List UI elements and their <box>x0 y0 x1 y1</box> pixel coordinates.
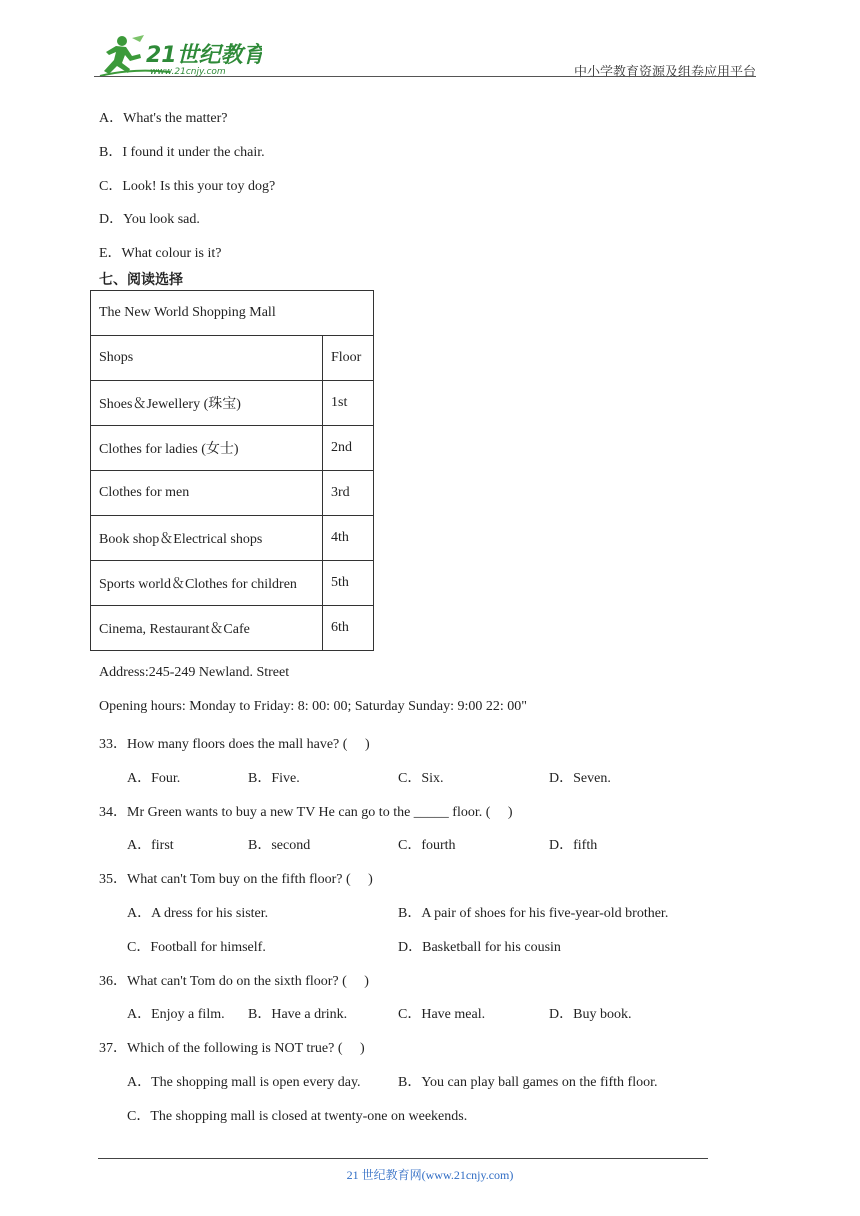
mall-address: Address:245-249 Newland. Street <box>99 665 290 680</box>
question-37-stem: 37．Which of the following is NOT true? ( ) <box>99 1041 365 1056</box>
opening-hours: Opening hours: Monday to Friday: 8: 00: 00; Saturday Sunday: 9:00 22: 00" <box>99 699 528 714</box>
table-title: The New World Shopping Mall <box>91 291 374 336</box>
q36-option-c[interactable]: C．Have meal. <box>398 1007 486 1022</box>
shop-cell: Shoes＆Jewellery (珠宝) <box>91 381 323 426</box>
section-title: 七、阅读选择 <box>99 273 183 288</box>
q37-option-c[interactable]: C．The shopping mall is closed at twenty-one on weekends. <box>127 1109 468 1124</box>
q35-option-b[interactable]: B．A pair of shoes for his five-year-old brother. <box>398 906 669 921</box>
footer-link[interactable]: 21 世纪教育网(www.21cnjy.com) <box>346 1168 514 1182</box>
q36-option-b[interactable]: B．Have a drink. <box>248 1007 348 1022</box>
floor-cell: 5th <box>323 561 374 606</box>
prev-option-e: E．What colour is it? <box>99 246 222 261</box>
table-row <box>91 381 374 426</box>
floor-cell: 4th <box>323 516 374 561</box>
question-35-stem: 35．What can't Tom buy on the fifth floor? ( ) <box>99 872 373 887</box>
q33-option-d[interactable]: D．Seven. <box>549 771 611 786</box>
table-row <box>91 426 374 471</box>
prev-option-a: A．What's the matter? <box>99 111 228 126</box>
q35-option-c[interactable]: C．Football for himself. <box>127 940 266 955</box>
logo-url: www.21cnjy.com <box>150 67 226 77</box>
floor-cell: 2nd <box>323 426 374 471</box>
q34-option-a[interactable]: A．first <box>127 838 174 853</box>
floor-cell: 6th <box>323 606 374 651</box>
q35-option-d[interactable]: D．Basketball for his cousin <box>398 940 561 955</box>
table-row <box>91 471 374 516</box>
shop-cell: Cinema, Restaurant＆Cafe <box>91 606 323 651</box>
table-row <box>91 516 374 561</box>
question-36-stem: 36．What can't Tom do on the sixth floor? ( ) <box>99 974 369 989</box>
q33-option-a[interactable]: A．Four. <box>127 771 181 786</box>
prev-option-b: B．I found it under the chair. <box>99 145 265 160</box>
col-header-floor: Floor <box>323 336 374 381</box>
header-platform-text: 中小学教育资源及组卷应用平台 <box>573 64 756 79</box>
q36-option-d[interactable]: D．Buy book. <box>549 1007 632 1022</box>
q33-option-c[interactable]: C．Six. <box>398 771 444 786</box>
footer-divider <box>98 1158 708 1159</box>
q34-option-c[interactable]: C．fourth <box>398 838 456 853</box>
floor-cell: 1st <box>323 381 374 426</box>
floor-cell: 3rd <box>323 471 374 516</box>
q33-option-b[interactable]: B．Five. <box>248 771 300 786</box>
q35-option-a[interactable]: A．A dress for his sister. <box>127 906 269 921</box>
question-34-stem: 34．Mr Green wants to buy a new TV He can go to the _____ floor. ( ) <box>99 805 513 820</box>
col-header-shops: Shops <box>91 336 323 381</box>
prev-option-d: D．You look sad. <box>99 212 200 227</box>
q34-option-d[interactable]: D．fifth <box>549 838 598 853</box>
shop-cell: Clothes for men <box>91 471 323 516</box>
question-33-stem: 33．How many floors does the mall have? ( ) <box>99 737 370 752</box>
shop-cell: Book shop＆Electrical shops <box>91 516 323 561</box>
logo-text: 21世纪教育 <box>146 43 262 68</box>
shop-cell: Clothes for ladies (女士) <box>91 426 323 471</box>
table-row <box>91 606 374 651</box>
table-header-row <box>91 336 374 381</box>
q37-option-a[interactable]: A．The shopping mall is open every day. <box>127 1075 361 1090</box>
q36-option-a[interactable]: A．Enjoy a film. <box>127 1007 225 1022</box>
site-logo <box>92 32 262 78</box>
table-title-row <box>91 291 374 336</box>
mall-directory-table <box>90 290 374 651</box>
header-divider <box>94 76 756 77</box>
shop-cell: Sports world＆Clothes for children <box>91 561 323 606</box>
table-row <box>91 561 374 606</box>
q34-option-b[interactable]: B．second <box>248 838 311 853</box>
q37-option-b[interactable]: B．You can play ball games on the fifth floor. <box>398 1075 658 1090</box>
prev-option-c: C．Look! Is this your toy dog? <box>99 179 276 194</box>
